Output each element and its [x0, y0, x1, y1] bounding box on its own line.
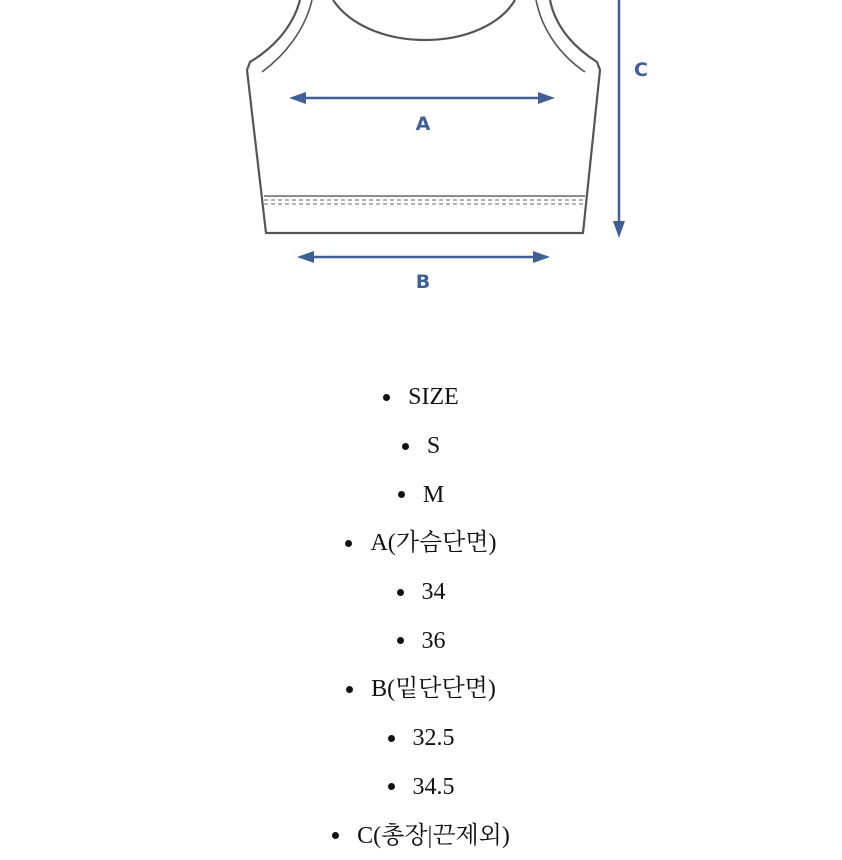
arrow-a — [289, 92, 555, 104]
bullet — [388, 783, 395, 790]
crop-top-diagram — [0, 0, 842, 320]
list-item-text: 34 — [421, 579, 446, 606]
bullet — [397, 637, 404, 644]
label-a: A — [415, 113, 431, 135]
bullet — [332, 832, 339, 839]
list-item — [0, 470, 842, 519]
list-item — [0, 422, 842, 471]
arrow-b — [297, 251, 550, 263]
list-item-text: S — [426, 433, 441, 460]
list-item — [0, 373, 842, 422]
list-item — [0, 665, 842, 714]
list-item-text: 32.5 — [412, 725, 455, 752]
list-item — [0, 568, 842, 617]
list-item-text: SIZE — [408, 384, 459, 411]
bullet — [383, 394, 390, 401]
list-item-text: B(밑단단면) — [371, 676, 496, 703]
arrow-c — [613, 0, 625, 238]
list-item-text: A(가슴단면) — [370, 530, 497, 557]
bullet — [398, 491, 405, 498]
list-item — [0, 616, 842, 665]
label-b: B — [415, 271, 431, 293]
list-item-text: 34.5 — [412, 773, 455, 800]
bullet — [388, 735, 395, 742]
bullet — [397, 589, 404, 596]
list-item — [0, 811, 842, 860]
list-item — [0, 519, 842, 568]
size-diagram — [0, 0, 842, 320]
bullet — [346, 686, 353, 693]
list-item-text: C(총장|끈제외) — [357, 822, 510, 849]
list-item — [0, 714, 842, 763]
bullet — [402, 443, 409, 450]
list-item-text: 36 — [421, 627, 446, 654]
size-chart-list — [0, 373, 842, 860]
bottom-band — [264, 196, 585, 204]
list-item-text: M — [422, 481, 445, 508]
list-item — [0, 763, 842, 812]
label-c: C — [634, 59, 648, 81]
bullet — [345, 540, 352, 547]
